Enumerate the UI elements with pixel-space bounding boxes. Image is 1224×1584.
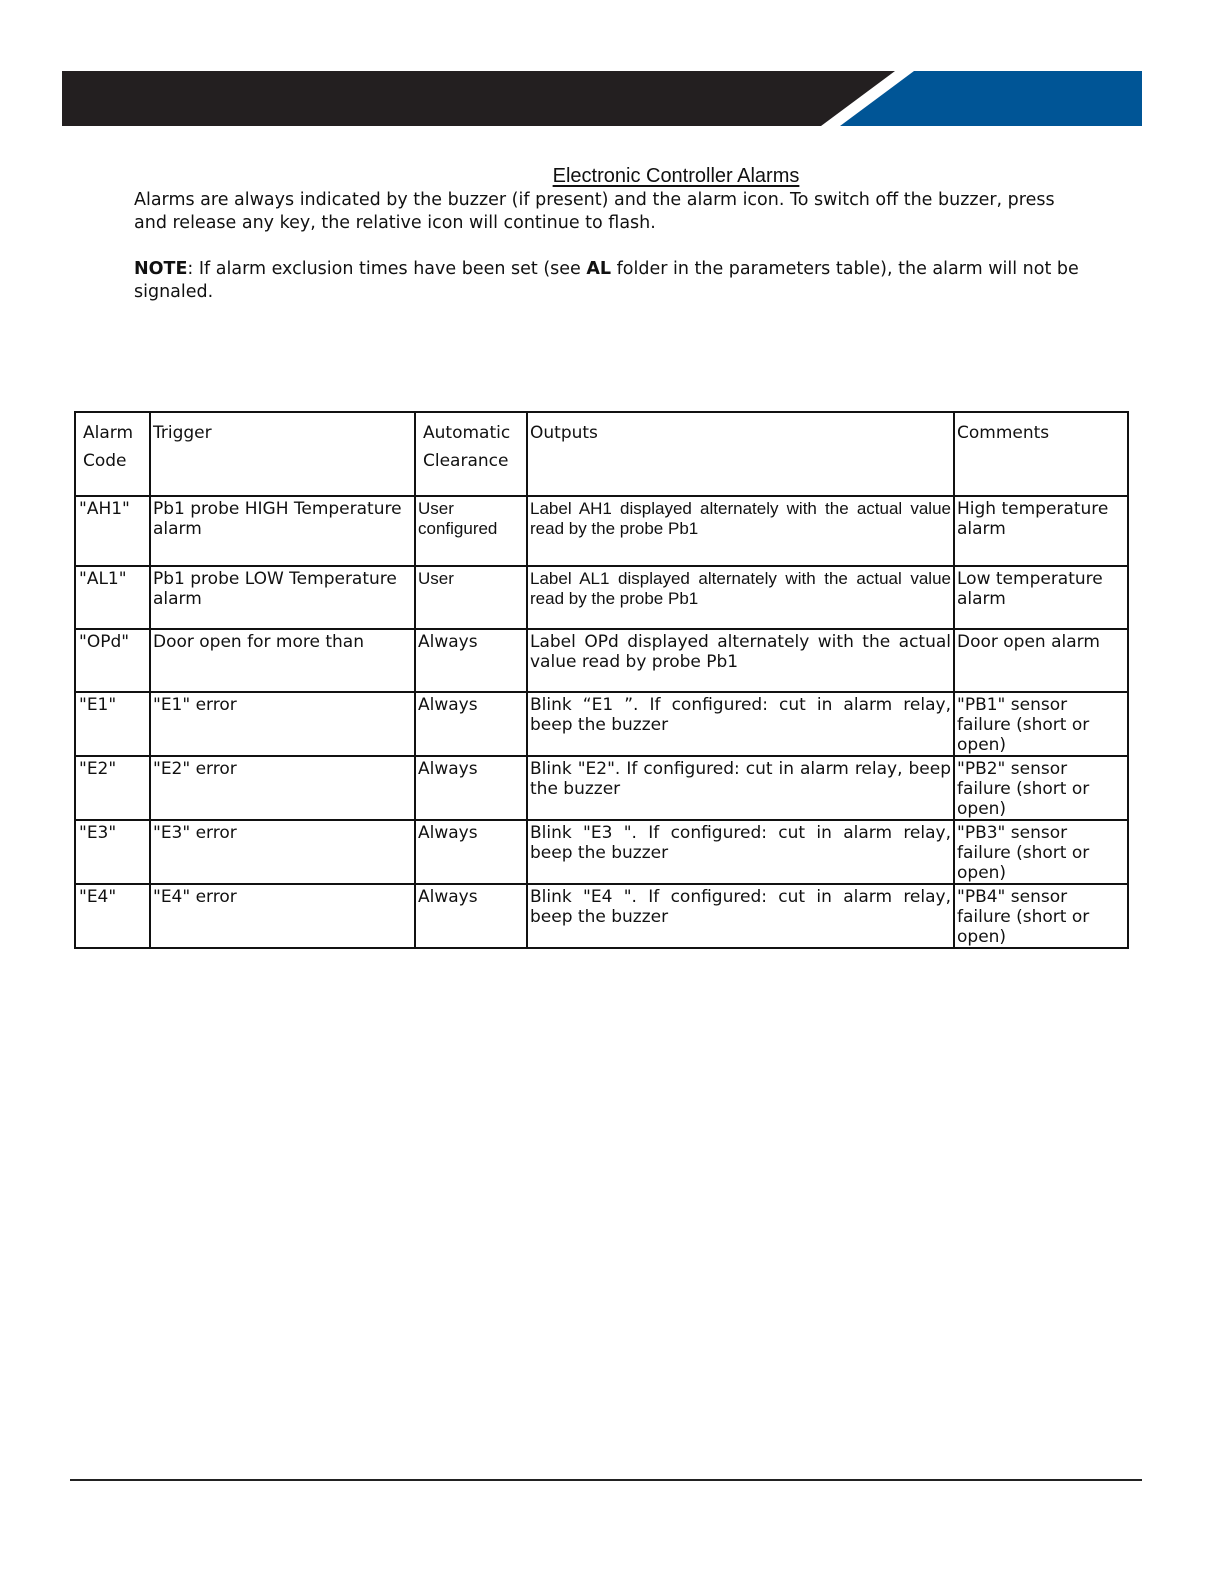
cell-comments: "PB3" sensor failure (short or open) xyxy=(954,820,1128,884)
cell-clearance: User xyxy=(415,566,527,629)
cell-clearance: Always xyxy=(415,756,527,820)
cell-code: "E4" xyxy=(75,884,150,948)
cell-code: "E3" xyxy=(75,820,150,884)
cell-trigger: "E3" error xyxy=(150,820,415,884)
cell-outputs: Blink "E2". If configured: cut in alarm relay, beep the buzzer xyxy=(527,756,954,820)
table-row xyxy=(75,629,1128,692)
note-text-before: : If alarm exclusion times have been set (see xyxy=(187,259,587,279)
cell-comments: "PB4" sensor failure (short or open) xyxy=(954,884,1128,948)
cell-outputs: Label AH1 displayed alternately with the actual value read by the probe Pb1 xyxy=(527,496,954,566)
table-header-row xyxy=(75,412,1128,496)
cell-code: "E2" xyxy=(75,756,150,820)
cell-outputs: Blink "E3 ". If configured: cut in alarm relay, beep the buzzer xyxy=(527,820,954,884)
cell-comments: "PB1" sensor failure (short or open) xyxy=(954,692,1128,756)
alarms-table xyxy=(74,411,1129,949)
cell-code: "AH1" xyxy=(75,496,150,566)
table-row xyxy=(75,496,1128,566)
table-row xyxy=(75,884,1128,948)
cell-outputs: Label OPd displayed alternately with the actual value read by probe Pb1 xyxy=(527,629,954,692)
cell-trigger: "E2" error xyxy=(150,756,415,820)
cell-code: "E1" xyxy=(75,692,150,756)
note-folder: AL xyxy=(586,259,612,279)
cell-clearance: User configured xyxy=(415,496,527,566)
header-trigger: Trigger xyxy=(150,412,415,496)
cell-comments: "PB2" sensor failure (short or open) xyxy=(954,756,1128,820)
header-band xyxy=(62,71,1142,126)
header-blue-shape xyxy=(840,71,1142,126)
footer-rule xyxy=(70,1479,1142,1481)
cell-trigger: "E1" error xyxy=(150,692,415,756)
cell-code: "AL1" xyxy=(75,566,150,629)
cell-outputs: Blink “E1 ”. If configured: cut in alarm relay, beep the buzzer xyxy=(527,692,954,756)
header-outputs: Outputs xyxy=(527,412,954,496)
table-row xyxy=(75,692,1128,756)
cell-code: "OPd" xyxy=(75,629,150,692)
cell-comments: Door open alarm xyxy=(954,629,1128,692)
cell-comments: High temperature alarm xyxy=(954,496,1128,566)
cell-clearance: Always xyxy=(415,884,527,948)
cell-outputs: Blink "E4 ". If configured: cut in alarm relay, beep the buzzer xyxy=(527,884,954,948)
header-comments: Comments xyxy=(954,412,1128,496)
header-automatic-clearance: Automatic Clearance xyxy=(415,412,527,496)
page-title: Electronic Controller Alarms xyxy=(552,165,800,187)
cell-clearance: Always xyxy=(415,692,527,756)
cell-clearance: Always xyxy=(415,629,527,692)
intro-paragraph: Alarms are always indicated by the buzzer (if present) and the alarm icon. To switch off the buzzer, press and release any key, the relative icon will continue to flash. xyxy=(134,190,1055,233)
table-row xyxy=(75,820,1128,884)
cell-comments: Low temperature alarm xyxy=(954,566,1128,629)
cell-trigger: Door open for more than xyxy=(150,629,415,692)
cell-clearance: Always xyxy=(415,820,527,884)
note-label: NOTE xyxy=(134,259,188,279)
note-paragraph xyxy=(134,258,1084,304)
cell-trigger: "E4" error xyxy=(150,884,415,948)
cell-outputs: Label AL1 displayed alternately with the actual value read by the probe Pb1 xyxy=(527,566,954,629)
cell-trigger: Pb1 probe LOW Temperature alarm xyxy=(150,566,415,629)
cell-trigger: Pb1 probe HIGH Temperature alarm xyxy=(150,496,415,566)
table-row xyxy=(75,566,1128,629)
note-text-after: folder in the parameters table), the alarm will not be signaled. xyxy=(134,259,1079,302)
header-dark-shape xyxy=(62,71,895,126)
table-row xyxy=(75,756,1128,820)
header-alarm-code: Alarm Code xyxy=(75,412,150,496)
